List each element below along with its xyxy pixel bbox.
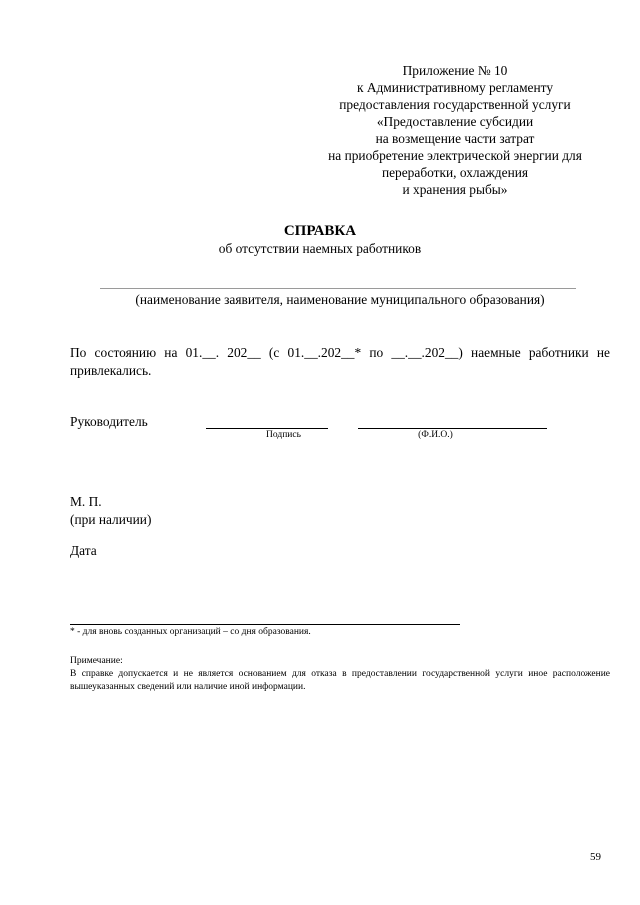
note-label: Примечание: bbox=[70, 656, 123, 666]
applicant-caption: (наименование заявителя, наименование муниципального образования) bbox=[135, 292, 545, 307]
appendix-line: «Предоставление субсидии bbox=[376, 114, 534, 129]
appendix-line: на возмещение части затрат bbox=[375, 131, 535, 146]
statement-text: По состоянию на 01.__. 202__ (с 01.__.202__* по __.__.202__) наемные работники не привлекались. bbox=[70, 345, 610, 378]
head-label: Руководитель bbox=[70, 414, 148, 429]
appendix-line: к Административному регламенту bbox=[356, 80, 554, 95]
footnote-text: * - для вновь созданных организаций – со дня образования. bbox=[70, 627, 311, 637]
seal-note: (при наличии) bbox=[70, 512, 152, 527]
signature-caption: Подпись bbox=[266, 430, 301, 440]
appendix-header bbox=[300, 62, 610, 198]
document-subtitle: об отсутствии наемных работников bbox=[218, 241, 422, 256]
date-label: Дата bbox=[70, 543, 97, 558]
appendix-line: и хранения рыбы» bbox=[402, 182, 508, 197]
document-title: СПРАВКА bbox=[283, 223, 357, 239]
appendix-line: переработки, охлаждения bbox=[381, 165, 529, 180]
appendix-line: Приложение № 10 bbox=[402, 63, 508, 78]
appendix-line: на приобретение электрической энергии для bbox=[328, 148, 582, 163]
page-number: 59 bbox=[590, 851, 601, 863]
appendix-line: предоставления государственной услуги bbox=[339, 97, 571, 112]
applicant-field-line bbox=[100, 288, 576, 289]
seal-label: М. П. bbox=[70, 494, 102, 509]
footnote-rule bbox=[70, 624, 460, 625]
note-text: В справке допускается и не является основанием для отказа в предоставлении государственной услуги иное расположение вышеуказанных сведений или наличие иной информации. bbox=[70, 669, 610, 692]
fio-caption: (Ф.И.О.) bbox=[418, 430, 453, 440]
